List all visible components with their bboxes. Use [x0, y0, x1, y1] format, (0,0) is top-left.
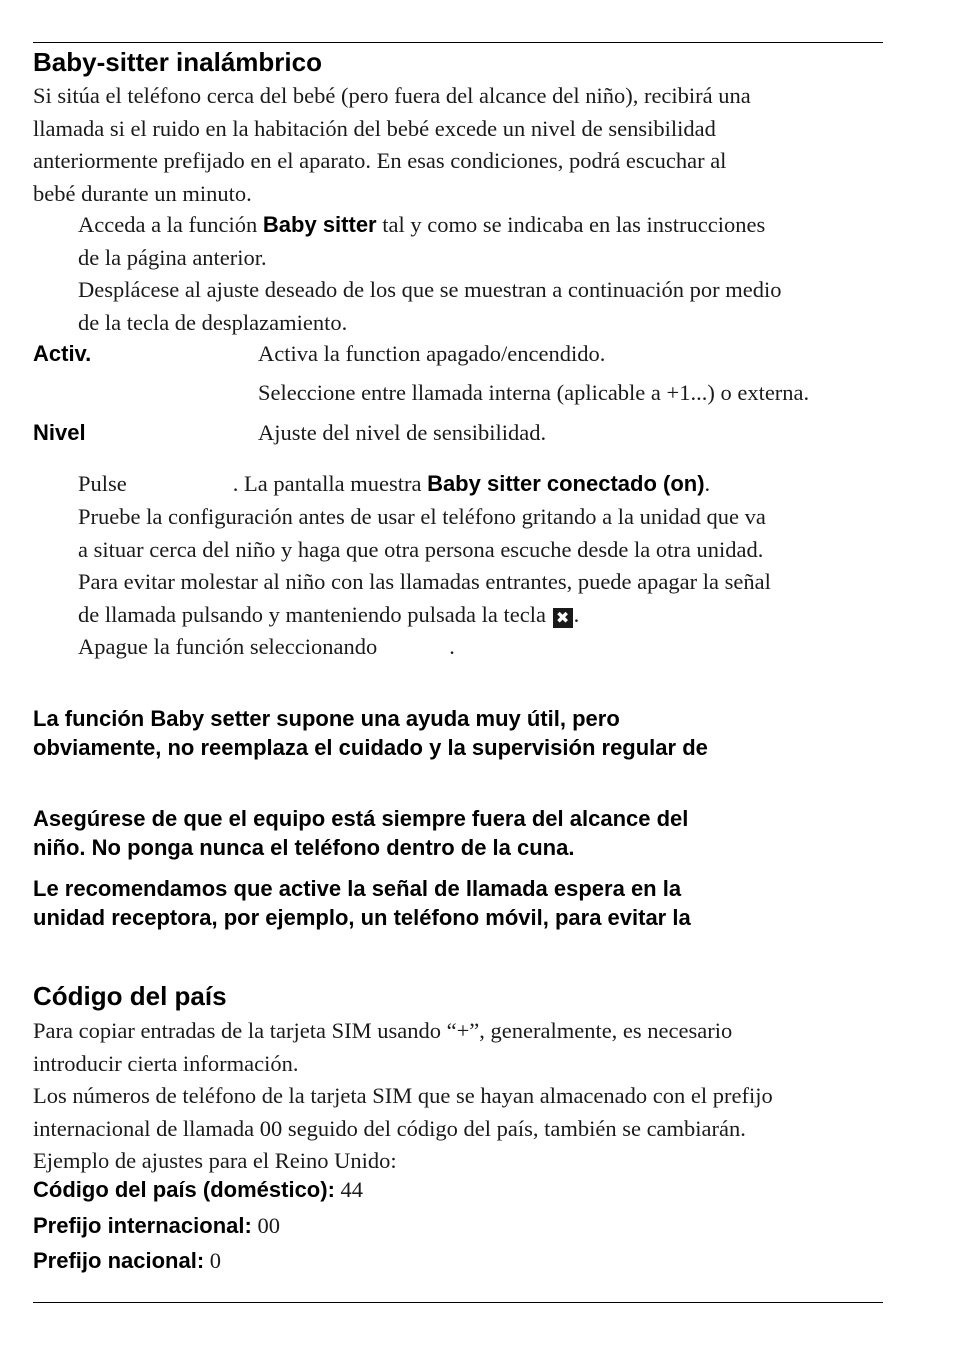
menu-item-baby-sitter: Baby sitter: [262, 212, 377, 237]
step-text: Pulse: [78, 471, 127, 496]
step-press-confirm: [78, 468, 710, 501]
country-settings-list: [33, 1174, 363, 1281]
setting-value: 0: [204, 1248, 222, 1273]
setting-value: 00: [251, 1212, 280, 1238]
intro-line: anteriormente prefijado en el aparato. En esas condiciones, podrá escuchar al: [33, 148, 727, 173]
step-text: .: [704, 471, 711, 496]
step-text: .: [449, 634, 455, 659]
warning-note: [33, 874, 691, 932]
warning-line: La función Baby setter supone una ayuda muy útil, pero: [33, 706, 620, 731]
warning-note: [33, 704, 708, 762]
bottom-rule: [33, 1302, 883, 1303]
setting-value: 44: [334, 1177, 364, 1202]
setting-row-international-prefix: [33, 1210, 363, 1246]
step-text: tal y como se indicaba en las instrucciones: [376, 212, 766, 237]
paragraph-line: Para copiar entradas de la tarjeta SIM usando “+”, generalmente, es necesario: [33, 1018, 733, 1043]
step-text: Acceda a la función: [78, 212, 263, 237]
end-key-icon: ✖: [553, 608, 573, 628]
intro-line: Si sitúa el teléfono cerca del bebé (pero fuera del alcance del niño), recibirá una: [33, 83, 751, 108]
paragraph-line: Ejemplo de ajustes para el Reino Unido:: [33, 1148, 397, 1173]
warning-line: Asegúrese de que el equipo está siempre fuera del alcance del: [33, 806, 689, 831]
warning-line: niño. No ponga nunca el teléfono dentro de la cuna.: [33, 835, 575, 860]
step-avoid-disturb: [78, 566, 771, 631]
setting-label: Prefijo internacional:: [33, 1212, 252, 1238]
setting-label: Código del país (doméstico):: [33, 1177, 335, 1202]
step-turn-off: [78, 631, 455, 664]
section-heading-country-code: Código del país: [33, 981, 227, 1011]
option-label-activ: Activ.: [33, 341, 92, 366]
top-rule: [33, 42, 883, 43]
display-message-baby-sitter-on: Baby sitter conectado (on): [427, 471, 705, 496]
setting-row-domestic-code: [33, 1174, 363, 1210]
step-line: Pruebe la configuración antes de usar el teléfono gritando a la unidad que va: [78, 504, 766, 529]
country-code-paragraph: [33, 1015, 773, 1178]
step-line: Para evitar molestar al niño con las llamadas entrantes, puede apagar la señal: [78, 569, 771, 594]
intro-line: llamada si el ruido en la habitación del bebé excede un nivel de sensibilidad: [33, 115, 716, 141]
warning-line: obviamente, no reemplaza el cuidado y la supervisión regular de: [33, 735, 708, 760]
step-access-function: [78, 209, 765, 274]
option-desc-call-type: Seleccione entre llamada interna (aplicable a +1...) o externa.: [258, 380, 810, 405]
option-desc-activ: Activa la function apagado/encendido.: [258, 341, 606, 366]
paragraph-line: internacional de llamada 00 seguido del código del país, también se cambiarán.: [33, 1115, 746, 1141]
step-line: Desplácese al ajuste deseado de los que se muestran a continuación por medio: [78, 277, 782, 302]
warning-line: unidad receptora, por ejemplo, un teléfono móvil, para evitar la: [33, 905, 691, 930]
step-text: .: [573, 601, 580, 627]
step-scroll-setting: [78, 274, 782, 339]
option-desc-nivel: Ajuste del nivel de sensibilidad.: [258, 420, 547, 445]
step-text: de llamada pulsando y manteniendo pulsada la tecla: [78, 601, 552, 627]
warning-line: Le recomendamos que active la señal de llamada espera en la: [33, 876, 682, 901]
warning-note: [33, 804, 688, 862]
step-text: Apague la función seleccionando: [78, 634, 378, 659]
step-line: de la tecla de desplazamiento.: [78, 309, 348, 335]
option-label-nivel: Nivel: [33, 420, 86, 445]
intro-line: bebé durante un minuto.: [33, 180, 252, 206]
step-text: . La pantalla muestra: [232, 471, 428, 496]
step-line: a situar cerca del niño y haga que otra persona escuche desde la otra unidad.: [78, 536, 764, 562]
setting-label: Prefijo nacional:: [33, 1248, 205, 1273]
setting-row-national-prefix: [33, 1245, 363, 1281]
section-heading-baby-sitter: Baby-sitter inalámbrico: [33, 47, 322, 77]
step-line: de la página anterior.: [78, 244, 267, 270]
step-line: [78, 209, 765, 242]
paragraph-line: Los números de teléfono de la tarjeta SIM que se hayan almacenado con el prefijo: [33, 1083, 773, 1108]
intro-paragraph: [33, 80, 751, 210]
paragraph-line: introducir cierta información.: [33, 1050, 299, 1076]
step-test-config: [78, 501, 766, 566]
step-line: [78, 599, 771, 632]
